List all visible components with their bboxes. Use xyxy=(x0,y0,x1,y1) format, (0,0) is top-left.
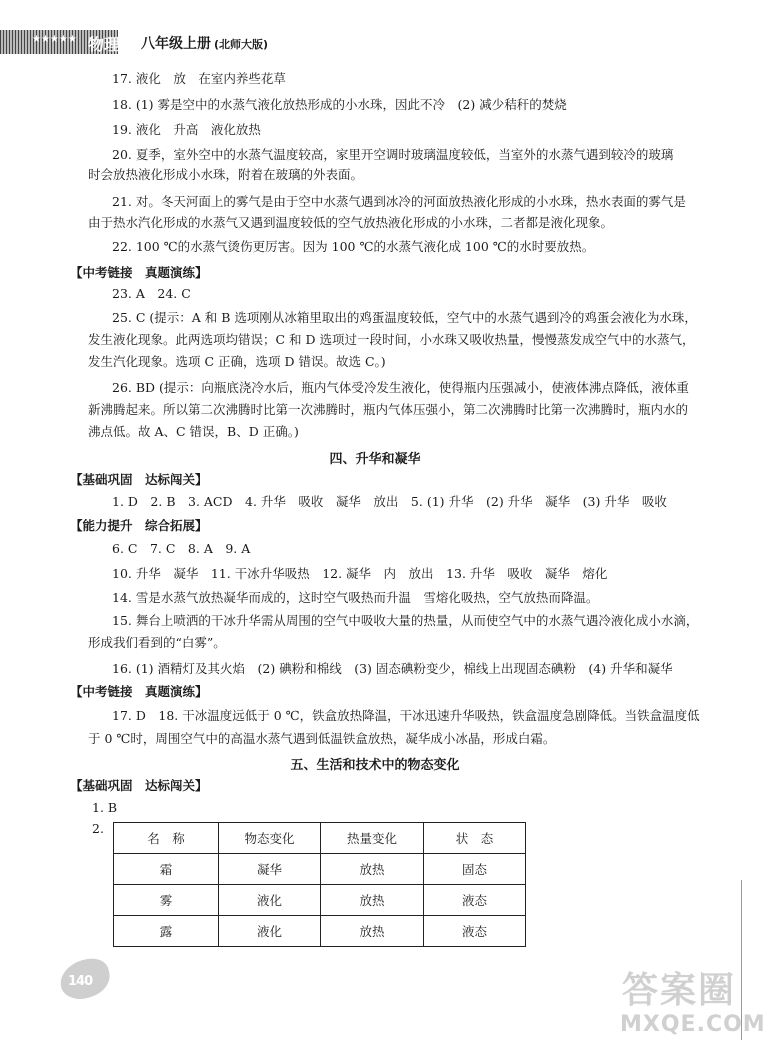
watermark xyxy=(620,962,766,1042)
table-row xyxy=(114,916,526,947)
answer-2-label: 2. xyxy=(92,821,104,836)
table-cell: 固态 xyxy=(424,854,526,885)
section-heading: 【中考链接 真题演练】 xyxy=(70,684,208,699)
answer-21-cont: 由于热水汽化形成的水蒸气又遇到温度较低的空气放热液化形成的小水珠，二者都是液化现象。 xyxy=(88,215,614,230)
table-cell: 放热 xyxy=(321,885,424,916)
chapter-title: 四、升华和凝华 xyxy=(329,452,421,467)
table-cell: 露 xyxy=(114,916,219,947)
table-header-cell: 物态变化 xyxy=(219,823,321,854)
table-header-cell: 名 称 xyxy=(114,823,219,854)
book-title xyxy=(141,33,268,53)
answer-15-cont: 形成我们看到的“白雾”。 xyxy=(88,635,226,650)
answer-25: 25. C (提示：A 和 B 选项刚从冰箱里取出的鸡蛋温度较低，空气中的水蒸气遇到冷的鸡蛋会液化为水珠， xyxy=(112,310,697,325)
answer-18-cont: 于 0 ℃时，周围空气中的高温水蒸气遇到低温铁盒放热，凝华成小冰晶，形成白霜。 xyxy=(88,731,556,746)
edition-label: (北师大版) xyxy=(214,38,269,51)
table-cell: 液态 xyxy=(424,885,526,916)
answer-26-cont: 沸点低。故 A、C 错误，B、D 正确。) xyxy=(88,424,299,439)
answer-17: 17. 液化 放 在室内养些花草 xyxy=(112,71,286,86)
watermark-text: 答案圈 xyxy=(622,970,737,1011)
subject-label: 物理 xyxy=(88,35,121,54)
table-cell: 放热 xyxy=(321,854,424,885)
table-row xyxy=(114,854,526,885)
table-row xyxy=(114,885,526,916)
answer-15: 15. 舞台上喷洒的干冰升华需从周围的空气中吸收大量的热量，从而使空气中的水蒸气遇冷液化成小水滴， xyxy=(112,613,699,628)
table-cell: 液化 xyxy=(219,885,321,916)
table-cell: 放热 xyxy=(321,916,424,947)
answer-1-5: 1. D 2. B 3. ACD 4. 升华 吸收 凝华 放出 5. (1) 升华 (2) 升华 凝华 (3) 升华 吸收 xyxy=(112,494,667,509)
table-cell: 霜 xyxy=(114,854,219,885)
answer-22: 22. 100 ℃的水蒸气烫伤更厉害。因为 100 ℃的水蒸气液化成 100 ℃的水时要放热。 xyxy=(112,239,595,254)
grade-label: 八年级上册 xyxy=(141,36,211,52)
answer-19: 19. 液化 升高 液化放热 xyxy=(112,122,261,137)
table-header-cell: 热量变化 xyxy=(321,823,424,854)
answer-26-cont: 新沸腾起来。所以第二次沸腾时比第一次沸腾时，瓶内气体压强小，第二次沸腾时比第一次沸腾时，瓶内水的 xyxy=(88,402,689,417)
table-cell: 雾 xyxy=(114,885,219,916)
page-number: 140 xyxy=(68,974,93,989)
table-cell: 凝华 xyxy=(219,854,321,885)
answer-21: 21. 对。冬天河面上的雾气是由于空中水蒸气遇到冰冷的河面放热液化形成的小水珠，热水表面的雾气是 xyxy=(112,194,686,209)
state-change-table xyxy=(113,822,526,947)
answer-6-9: 6. C 7. C 8. A 9. A xyxy=(112,541,251,556)
answer-1: 1. B xyxy=(92,800,118,815)
table-header-cell: 状 态 xyxy=(424,823,526,854)
section-heading: 【能力提升 综合拓展】 xyxy=(70,518,208,533)
chapter-title: 五、生活和技术中的物态变化 xyxy=(290,758,460,773)
table-cell: 液化 xyxy=(219,916,321,947)
answer-23-24: 23. A 24. C xyxy=(112,286,191,301)
answer-25-cont: 发生汽化现象。选项 C 正确，选项 D 错误。故选 C。) xyxy=(88,354,386,369)
answer-25-cont: 发生液化现象。此两选项均错误；C 和 D 选项过一段时间，小水珠又吸收热量，慢慢蒸发成空气中的水蒸气， xyxy=(88,332,695,347)
rating-stars: ★★★★★ xyxy=(32,34,77,45)
table-cell: 液态 xyxy=(424,916,526,947)
answer-20-cont: 时会放热液化形成小水珠，附着在玻璃的外表面。 xyxy=(88,167,364,182)
answer-14: 14. 雪是水蒸气放热凝华而成的，这时空气吸热而升温 雪熔化吸热，空气放热而降温。 xyxy=(112,590,599,605)
answer-20: 20. 夏季，室外空中的水蒸气温度较高，家里开空调时玻璃温度较低，当室外的水蒸气遇到较冷的玻璃 xyxy=(112,147,674,162)
answer-26: 26. BD (提示：向瓶底浇冷水后，瓶内气体受冷发生液化，使得瓶内压强减小，使液体沸点降低，液体重 xyxy=(112,380,689,395)
section-heading: 【基础巩固 达标闯关】 xyxy=(70,472,208,487)
table-header-row xyxy=(114,823,526,854)
watermark-url: MXQE.COM xyxy=(620,1012,766,1037)
section-heading: 【基础巩固 达标闯关】 xyxy=(70,778,208,793)
answer-16: 16. (1) 酒精灯及其火焰 (2) 碘粉和棉线 (3) 固态碘粉变少，棉线上出现固态碘粉 (4) 升华和凝华 xyxy=(112,661,673,676)
answer-10-13: 10. 升华 凝华 11. 干冰升华吸热 12. 凝华 内 放出 13. 升华 吸收 凝华 熔化 xyxy=(112,566,608,581)
answer-17-18: 17. D 18. 干冰温度远低于 0 ℃，铁盒放热降温，干冰迅速升华吸热，铁盒温度急剧降低。当铁盒温度低 xyxy=(112,708,700,723)
section-heading: 【中考链接 真题演练】 xyxy=(70,265,208,280)
answer-18: 18. (1) 雾是空中的水蒸气液化放热形成的小水珠，因此不冷 (2) 减少秸秆的焚烧 xyxy=(112,97,567,112)
